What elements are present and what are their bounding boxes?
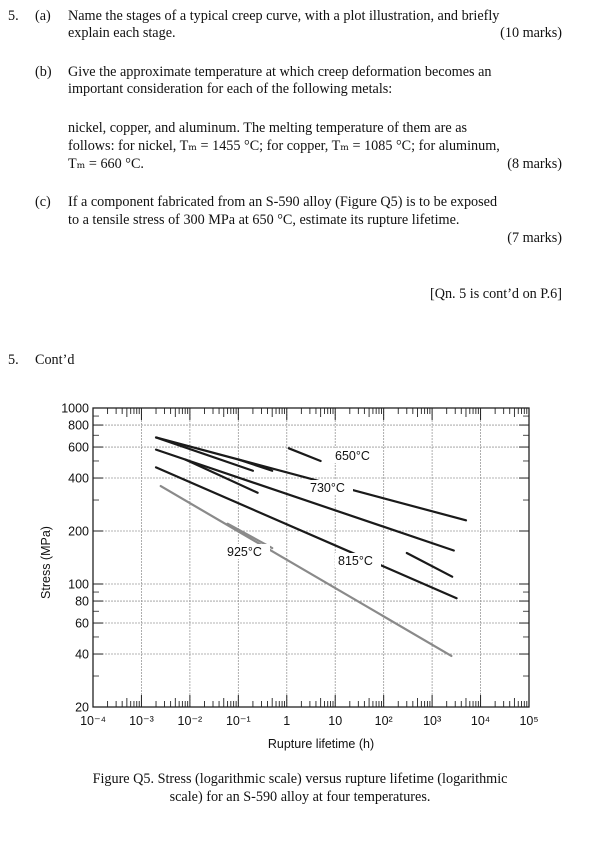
- x-tick-label: 10⁵: [519, 714, 539, 728]
- x-tick-label: 1: [283, 714, 291, 728]
- x-tick-label: 10: [328, 714, 343, 728]
- y-tick-label: 400: [68, 471, 89, 486]
- y-tick-label: 200: [68, 524, 89, 539]
- part-a-marks: (10 marks): [500, 25, 562, 41]
- part-c-line1: If a component fabricated from an S-590 alloy (Figure Q5) is to be exposed: [68, 194, 498, 210]
- y-axis-title: Stress (MPa): [39, 526, 53, 599]
- curve-650c-segment: [185, 459, 257, 492]
- curve-650c-segment: [289, 448, 321, 461]
- part-b-line5: Tₘ = 660 °C.: [68, 156, 144, 172]
- part-b-line1: Give the approximate temperature at which creep deformation becomes an: [68, 64, 492, 80]
- y-tick-label: 800: [68, 418, 89, 433]
- curve-925c: [161, 486, 452, 656]
- part-b-line2: important consideration for each of the following metals:: [68, 81, 393, 97]
- x-tick-label: 10⁻³: [129, 714, 154, 728]
- figure-caption-line2: scale) for an S-590 alloy at four temperatures.: [169, 789, 431, 805]
- series-label-815c: 815°C: [338, 554, 373, 568]
- y-tick-label: 600: [68, 440, 89, 455]
- y-tick-label: 40: [75, 647, 89, 662]
- x-tick-label: 10⁴: [470, 714, 491, 728]
- part-c-label: (c): [35, 194, 51, 210]
- plot-frame: [93, 408, 529, 707]
- x-tick-label: 10⁻¹: [225, 714, 251, 728]
- part-b-line3: nickel, copper, and aluminum. The melting temperature of them are as: [68, 120, 468, 136]
- part-b-line4: follows: for nickel, Tₘ = 1455 °C; for copper, Tₘ = 1085 °C; for aluminum,: [68, 138, 500, 154]
- continuation-number: 5.: [8, 352, 19, 368]
- x-tick-label: 10⁻⁴: [80, 714, 106, 728]
- series-label-925c: 925°C: [227, 545, 262, 559]
- series-label-730c: 730°C: [310, 481, 345, 495]
- x-tick-label: 10²: [374, 714, 393, 728]
- x-axis-title: Rupture lifetime (h): [267, 737, 375, 751]
- y-tick-label: 60: [75, 616, 89, 631]
- part-c-marks: (7 marks): [507, 230, 562, 246]
- y-tick-label: 100: [68, 577, 89, 592]
- figure-caption-line1: Figure Q5. Stress (logarithmic scale) versus rupture lifetime (logarithmic: [92, 771, 508, 787]
- continued-note: [Qn. 5 is cont’d on P.6]: [429, 286, 562, 302]
- curve-815c: [156, 467, 457, 598]
- curve-815c-segment: [407, 553, 452, 577]
- question-number: 5.: [8, 8, 19, 24]
- part-b-marks: (8 marks): [507, 156, 562, 172]
- continuation-title: Cont’d: [35, 352, 75, 368]
- part-a-line2: explain each stage.: [68, 25, 176, 41]
- x-tick-label: 10³: [423, 714, 442, 728]
- curve-730c: [156, 450, 454, 551]
- part-a-label: (a): [35, 8, 51, 24]
- y-tick-label: 80: [75, 594, 89, 609]
- curve-650c: [156, 437, 466, 520]
- x-tick-label: 10⁻²: [177, 714, 203, 728]
- series-label-650c: 650°C: [335, 449, 370, 463]
- part-c-line2: to a tensile stress of 300 MPa at 650 °C, estimate its rupture lifetime.: [68, 212, 460, 228]
- y-tick-label: 20: [75, 700, 89, 715]
- y-tick-label: 1000: [61, 401, 89, 416]
- part-a-line1: Name the stages of a typical creep curve, with a plot illustration, and briefly: [68, 8, 500, 24]
- part-b-label: (b): [35, 64, 52, 80]
- curve-730c-segment: [238, 459, 272, 470]
